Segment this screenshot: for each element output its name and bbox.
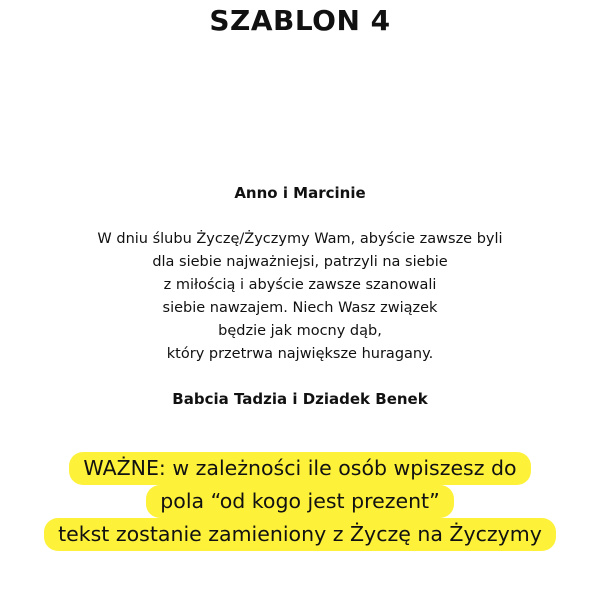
important-notice <box>0 452 600 551</box>
dedication-line: z miłością i abyście zawsze szanowali <box>163 277 437 293</box>
template-title: SZABLON 4 <box>209 4 391 37</box>
dedication-line: będzie jak mocny dąb, <box>218 323 382 339</box>
dedication-line: który przetrwa największe huragany. <box>166 346 434 362</box>
dedication-body <box>0 228 600 366</box>
dedication-line: W dniu ślubu Życzę/Życzymy Wam, abyście zawsze byli <box>97 231 503 247</box>
dedication-card <box>0 183 600 409</box>
dedication-line: dla siebie najważniejsi, patrzyli na siebie <box>152 254 448 270</box>
notice-line: WAŻNE: w zależności ile osób wpiszesz do <box>69 452 530 485</box>
dedication-greeting: Anno i Marcinie <box>234 184 366 202</box>
dedication-line: siebie nawzajem. Niech Wasz związek <box>162 300 438 316</box>
dedication-signature: Babcia Tadzia i Dziadek Benek <box>172 390 428 408</box>
notice-line: tekst zostanie zamieniony z Życzę na Życzymy <box>44 518 556 551</box>
notice-line: pola “od kogo jest prezent” <box>146 485 453 518</box>
